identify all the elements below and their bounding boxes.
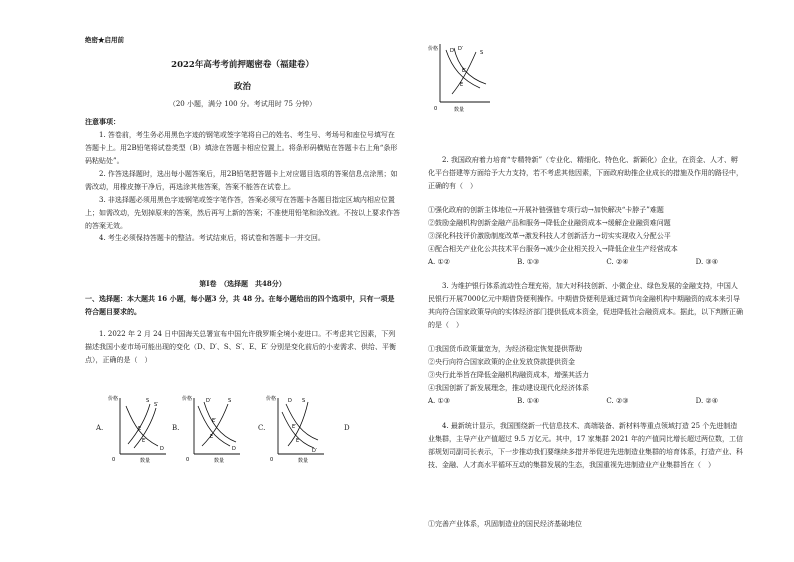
svg-text:价格: 价格 [182, 396, 193, 402]
q2-items [428, 204, 743, 269]
svg-text:0: 0 [112, 457, 116, 463]
note-item: 4. 考生必须保持答题卡的整洁。考试结束后，将试卷和答题卡一并交回。 [99, 234, 325, 243]
question-3-text: 3. 为维护银行体系流动性合理充裕，加大对科技创新、小微企业、绿色发展的金融支持，中国人民银行开展7000亿元中期借贷便利操作。中期借贷便利是通过调节向金融机构中期融资的成本来引导其向符合国家政策导向的实体经济部门提供低成本资金，促进降低社会融资成本。据此，以下判断正确的是（ ） [428, 282, 743, 329]
q3-option-d: D. ②④ [695, 396, 718, 405]
section-heading: 第Ⅰ卷 （选择题 共48分） [199, 279, 286, 288]
q2-option-c: C. ②④ [606, 257, 629, 266]
q2-item: ②鼓励金融机构创新金融产品和服务→降低企业融资成本→缓解企业融资难问题 [428, 218, 671, 227]
svg-text:E: E [138, 426, 142, 432]
q2-item: ③深化科技评价激励制度改革→激发科技人才创新活力→切实实现收入分配公平 [428, 231, 671, 240]
secret-mark: 绝密★启用前 [85, 36, 124, 44]
supply-demand-graph-b [182, 392, 244, 464]
q2-options [428, 256, 718, 269]
svg-text:E: E [460, 82, 464, 88]
q2-option-d: D. ③④ [695, 257, 718, 266]
q3-item: ③央行此举旨在降低金融机构融资成本，增强其活力 [428, 370, 589, 379]
q4-item: ①完善产业体系，巩固制造业的国民经济基础地位 [428, 520, 582, 528]
notes-section [85, 116, 400, 245]
q3-item: ②央行向符合国家政策的企业发放贷款提供资金 [428, 357, 575, 366]
svg-text:数量: 数量 [298, 458, 309, 464]
exam-title: 2022年高考考前押题密卷（福建卷） [171, 60, 314, 70]
svg-text:D: D [232, 446, 236, 452]
q2-item: ④配合相关产业化公共技术平台服务→减少企业相关投入→降低企业生产经营成本 [428, 244, 678, 253]
question-4-text: 4. 最新统计显示，我国围绕新一代信息技术、高端装备、新材料等重点领域打造 25 个先进制造业集群，主导产业产值超过 9.5 万亿元。其中，17 家集群 2021 年的产值同比增长超过两位数，工信部规划司副司长表示，下一步推动我们要继续多措并举促进先进制造业集群的培育体系，打造产业、科技、金融、人才高水平循环互动的集群发展的生态，我国重视先进制造业产业集群旨在（ ） [428, 422, 743, 469]
note-item: 2. 作答选择题时，选出每小题答案后，用2B铅笔把答题卡上对应题目选项的答案信息点涂黑；如需改动，用橡皮擦干净后，再选涂其他答案，答案不能答在试卷上。 [85, 169, 398, 191]
section-instruction: 一、选择题：本大题共 16 小题，每小题3 分，共 48 分。在每小题给出的四个选项中，只有一项是符合题目要求的。 [85, 294, 395, 316]
q2-item: ①强化政府的创新主体地位→开展补链强链专项行动→加快解决“卡脖子”难题 [428, 206, 664, 214]
svg-text:S: S [146, 398, 150, 404]
svg-text:S: S [302, 398, 306, 404]
svg-text:S′: S′ [154, 402, 159, 408]
svg-text:价格: 价格 [266, 396, 277, 402]
exam-subject: 政治 [233, 82, 251, 92]
svg-text:E′: E′ [212, 418, 217, 424]
q1-option-d-label: D [344, 424, 350, 432]
exam-info: （20 小题，满分 100 分。考试用时 75 分钟） [168, 100, 317, 108]
svg-text:数量: 数量 [454, 107, 465, 113]
svg-text:D: D [450, 48, 454, 54]
svg-text:S: S [480, 50, 484, 56]
svg-text:0: 0 [270, 457, 274, 463]
svg-text:D′: D′ [312, 448, 317, 454]
q3-option-b: B. ①④ [517, 396, 540, 405]
svg-text:价格: 价格 [428, 46, 439, 52]
supply-demand-graph-c [266, 392, 328, 464]
svg-text:D′: D′ [206, 398, 211, 404]
q3-options [428, 395, 718, 408]
q3-items [428, 343, 743, 408]
q2-option-a: A. ①② [428, 257, 451, 266]
svg-text:数量: 数量 [214, 458, 225, 464]
svg-text:D: D [288, 398, 292, 404]
question-2-text: 2. 我国政府着力培育“专精特新”（专业化、精细化、特色化、新颖化）企业，在资金、人才、孵化平台搭建等方面给予大力支持，若不考虑其他因素，下面政府助推企业成长的措施及作用的路径中，正确的有（ ） [428, 156, 743, 190]
svg-text:E: E [210, 434, 214, 440]
supply-demand-graph-a [108, 392, 170, 464]
q3-option-a: A. ①③ [428, 396, 451, 405]
q4-items [428, 518, 743, 531]
svg-text:D: D [160, 446, 164, 452]
svg-text:数量: 数量 [140, 458, 151, 464]
svg-text:0: 0 [186, 457, 190, 463]
q3-item: ①我国货币政策量宽为，为经济稳定恢复提供帮助 [428, 345, 582, 353]
supply-demand-graph-d [424, 40, 504, 114]
q1-option-b-label: B. [172, 424, 180, 432]
note-item: 3. 非选择题必须用黑色字迹钢笔或签字笔作答，答案必须写在答题卡各题目指定区域内相应位置上；如需改动，先划掉原来的答案，然后再写上新的答案；不准使用铅笔和涂改液。不按以上要求作答的答案无效。 [85, 195, 400, 230]
svg-text:E′: E′ [142, 438, 147, 444]
q2-option-b: B. ①③ [517, 257, 540, 266]
svg-text:0: 0 [434, 106, 438, 112]
note-item: 1. 答卷前，考生务必用黑色字迹的钢笔或签字笔将自己的姓名、考生号、考场号和座位号填写在答题卡上。用2B铅笔将试卷类型（B）填涂在答题卡相应位置上。将条形码横贴在答题卡右上角“条形码粘贴处”。 [85, 130, 398, 165]
q1-option-a-label: A. [96, 424, 104, 432]
question-1-text: 1. 2022 年 2 月 24 日中国海关总署宣布中国允许俄罗斯全境小麦进口。不考虑其它因素，下列描述我国小麦市场可能出现的变化（D、D′、S、S′、E、E′ 分别是变化前后的小麦需求、供给、平衡点），正确的是（ ） [85, 330, 397, 364]
q1-option-c-label: C. [258, 424, 266, 432]
svg-text:E: E [296, 438, 300, 444]
svg-text:D′: D′ [458, 46, 463, 52]
q3-item: ④我国创新了新发展理念，推动建设现代化经济体系 [428, 383, 589, 392]
svg-text:S: S [228, 398, 232, 404]
q3-option-c: C. ②③ [606, 396, 629, 405]
svg-text:E′: E′ [462, 68, 467, 74]
svg-text:价格: 价格 [108, 396, 119, 402]
svg-text:E′: E′ [292, 424, 297, 430]
notes-heading: 注意事项： [85, 117, 120, 126]
